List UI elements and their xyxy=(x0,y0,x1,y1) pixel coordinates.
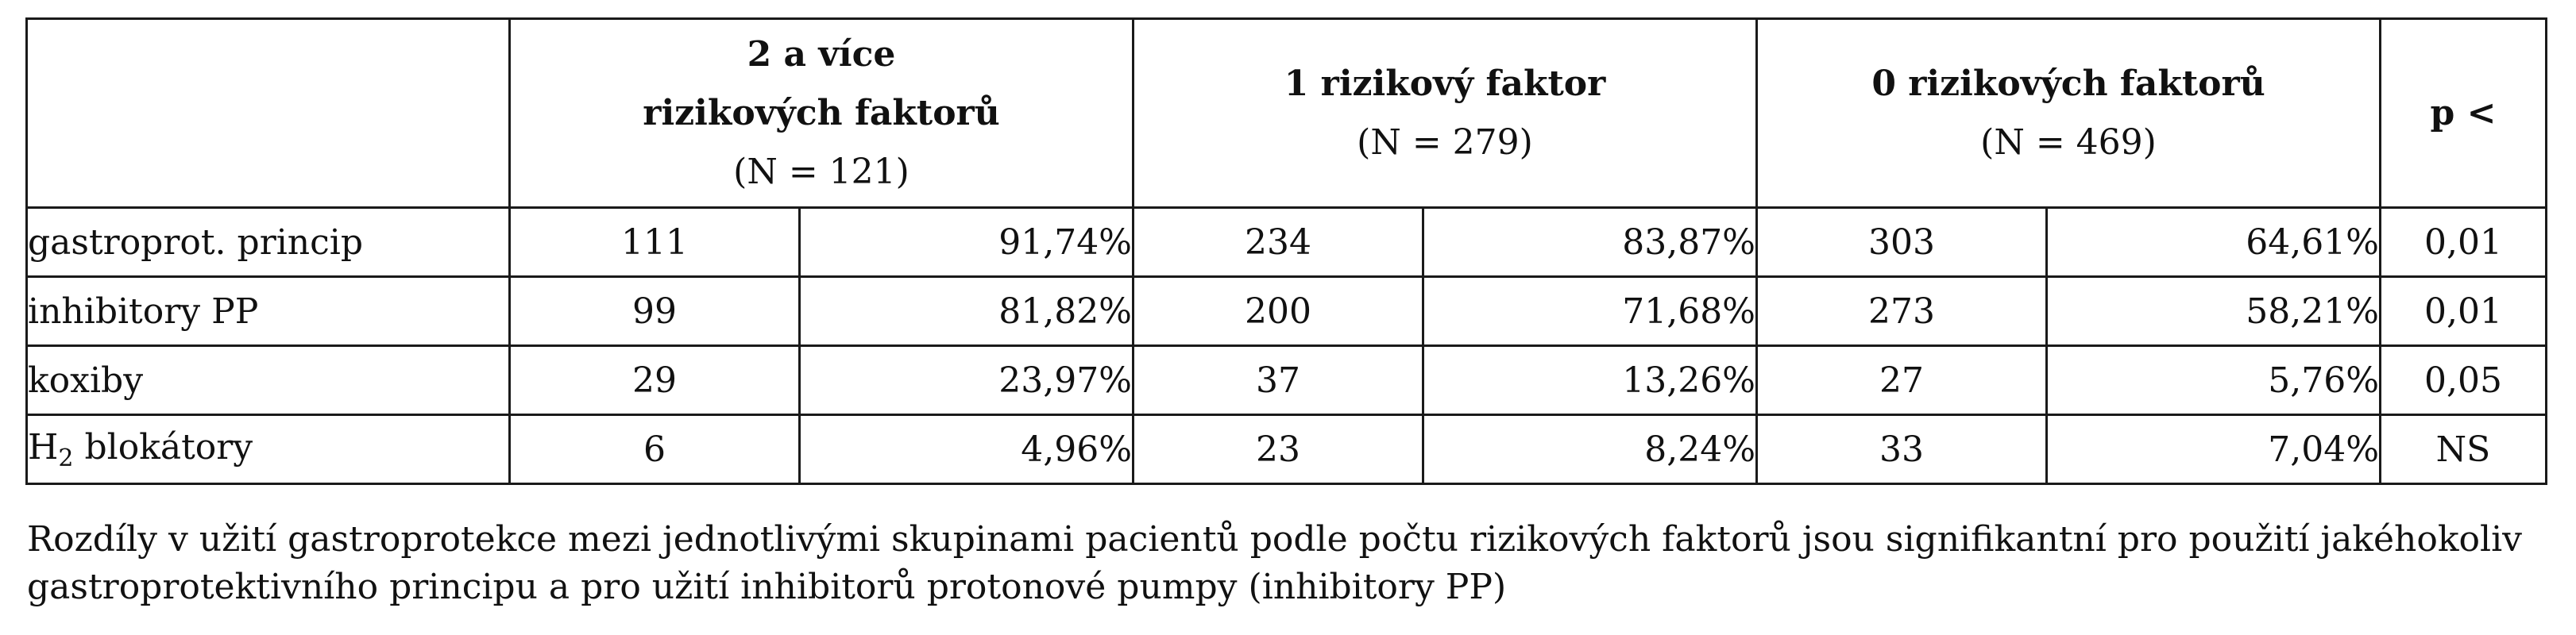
row-label-subscript: 2 xyxy=(58,444,74,472)
cell-count: 99 xyxy=(510,277,800,346)
cell-p-value: NS xyxy=(2381,415,2547,484)
cell-count: 33 xyxy=(1757,415,2047,484)
cell-percent: 8,24% xyxy=(1423,415,1757,484)
cell-percent: 64,61% xyxy=(2047,208,2381,277)
cell-count: 27 xyxy=(1757,346,2047,415)
cell-count: 23 xyxy=(1134,415,1423,484)
header-group-title: 1 rizikový faktor xyxy=(1284,63,1606,104)
cell-percent: 13,26% xyxy=(1423,346,1757,415)
cell-count: 111 xyxy=(510,208,800,277)
cell-percent: 5,76% xyxy=(2047,346,2381,415)
cell-percent: 7,04% xyxy=(2047,415,2381,484)
header-group-title: 0 rizikových faktorů xyxy=(1871,63,2265,104)
cell-count: 200 xyxy=(1134,277,1423,346)
header-group-n: (N = 469) xyxy=(1980,121,2157,163)
cell-p-value: 0,01 xyxy=(2381,277,2547,346)
table-row xyxy=(27,277,2547,346)
cell-percent: 58,21% xyxy=(2047,277,2381,346)
cell-count: 29 xyxy=(510,346,800,415)
cell-percent: 81,82% xyxy=(800,277,1134,346)
cell-count: 273 xyxy=(1757,277,2047,346)
header-p-value xyxy=(2381,19,2547,208)
header-corner-cell xyxy=(27,19,510,208)
header-group-2-plus xyxy=(510,19,1134,208)
header-group-n: (N = 121) xyxy=(733,151,910,192)
cell-count: 37 xyxy=(1134,346,1423,415)
table-caption: Rozdíly v užití gastroprotekce mezi jednotlivými skupinami pacientů podle počtu rizikových faktorů jsou signifikantní pro použití jakéhokoliv gastroprotektivního principu a pro užití inhibitorů protonové pumpy (inhibitory PP) xyxy=(27,519,2522,607)
cell-percent: 23,97% xyxy=(800,346,1134,415)
cell-percent: 83,87% xyxy=(1423,208,1757,277)
table-row xyxy=(27,415,2547,484)
cell-percent: 4,96% xyxy=(800,415,1134,484)
header-group-n: (N = 279) xyxy=(1357,121,1533,163)
cell-percent: 71,68% xyxy=(1423,277,1757,346)
header-group-1 xyxy=(1134,19,1757,208)
cell-count: 6 xyxy=(510,415,800,484)
header-group-title: 2 a více xyxy=(747,33,896,75)
row-label-rest: blokátory xyxy=(73,426,253,468)
row-label: inhibitory PP xyxy=(27,277,510,346)
row-label: gastroprot. princip xyxy=(27,208,510,277)
header-group-0 xyxy=(1757,19,2381,208)
header-p-label: p < xyxy=(2430,92,2497,133)
row-label: koxiby xyxy=(27,346,510,415)
cell-p-value: 0,05 xyxy=(2381,346,2547,415)
header-group-title: rizikových faktorů xyxy=(643,92,1000,133)
cell-count: 303 xyxy=(1757,208,2047,277)
results-table xyxy=(25,17,2547,485)
cell-count: 234 xyxy=(1134,208,1423,277)
table-header-row xyxy=(27,19,2547,208)
table-row xyxy=(27,346,2547,415)
row-label xyxy=(27,415,510,484)
row-label-main: H xyxy=(28,426,59,468)
table-row xyxy=(27,208,2547,277)
cell-percent: 91,74% xyxy=(800,208,1134,277)
cell-p-value: 0,01 xyxy=(2381,208,2547,277)
